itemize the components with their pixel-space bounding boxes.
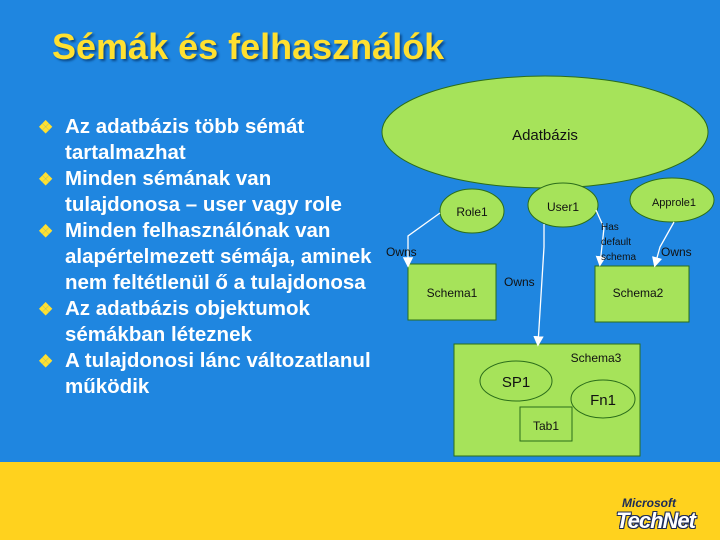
diamond-bullet-icon: ❖ — [38, 352, 54, 371]
schema2-label: Schema2 — [612, 286, 664, 300]
sp1-label: SP1 — [501, 374, 531, 391]
bullet-text: Minden felhasználónak van alapértelmezett sémája, aminek nem feltétlenül ő a tulajdonosa — [65, 219, 372, 294]
schema1-label: Schema1 — [426, 286, 478, 300]
schema3-label: Schema3 — [570, 351, 622, 365]
bullet-text: Az adatbázis több sémát tartalmazhat — [65, 115, 305, 164]
technet-wordmark: TechNet — [616, 508, 695, 533]
diamond-bullet-icon: ❖ — [38, 170, 54, 189]
owns-label-middle: Owns — [504, 275, 535, 289]
microsoft-technet-logo — [600, 486, 718, 540]
has-default-schema-label-2: default — [601, 237, 632, 248]
fn1-label: Fn1 — [590, 392, 616, 409]
diamond-bullet-icon: ❖ — [38, 300, 54, 319]
owns-label-left: Owns — [386, 245, 417, 259]
slide-title: Sémák és felhasználók — [52, 26, 445, 67]
bullet-text: Minden sémának van tulajdonosa – user vagy role — [65, 167, 342, 216]
owns-arrow-user1-schema3 — [538, 224, 544, 344]
bullet-text: Az adatbázis objektumok sémákban léteznek — [65, 297, 310, 346]
has-default-schema-label-1: Has — [601, 222, 619, 233]
tab1-label: Tab1 — [532, 419, 560, 433]
diamond-bullet-icon: ❖ — [38, 222, 54, 241]
has-default-schema-label-3: schema — [601, 252, 637, 263]
diamond-bullet-icon: ❖ — [38, 118, 54, 137]
user1-label: User1 — [546, 200, 580, 214]
microsoft-wordmark: Microsoft — [622, 496, 676, 510]
approle1-label: Approle1 — [651, 197, 697, 209]
role1-label: Role1 — [456, 205, 488, 219]
database-label: Adatbázis — [512, 127, 578, 144]
bullet-text: A tulajdonosi lánc változatlanul működik — [65, 349, 371, 398]
owns-label-right: Owns — [661, 245, 692, 259]
